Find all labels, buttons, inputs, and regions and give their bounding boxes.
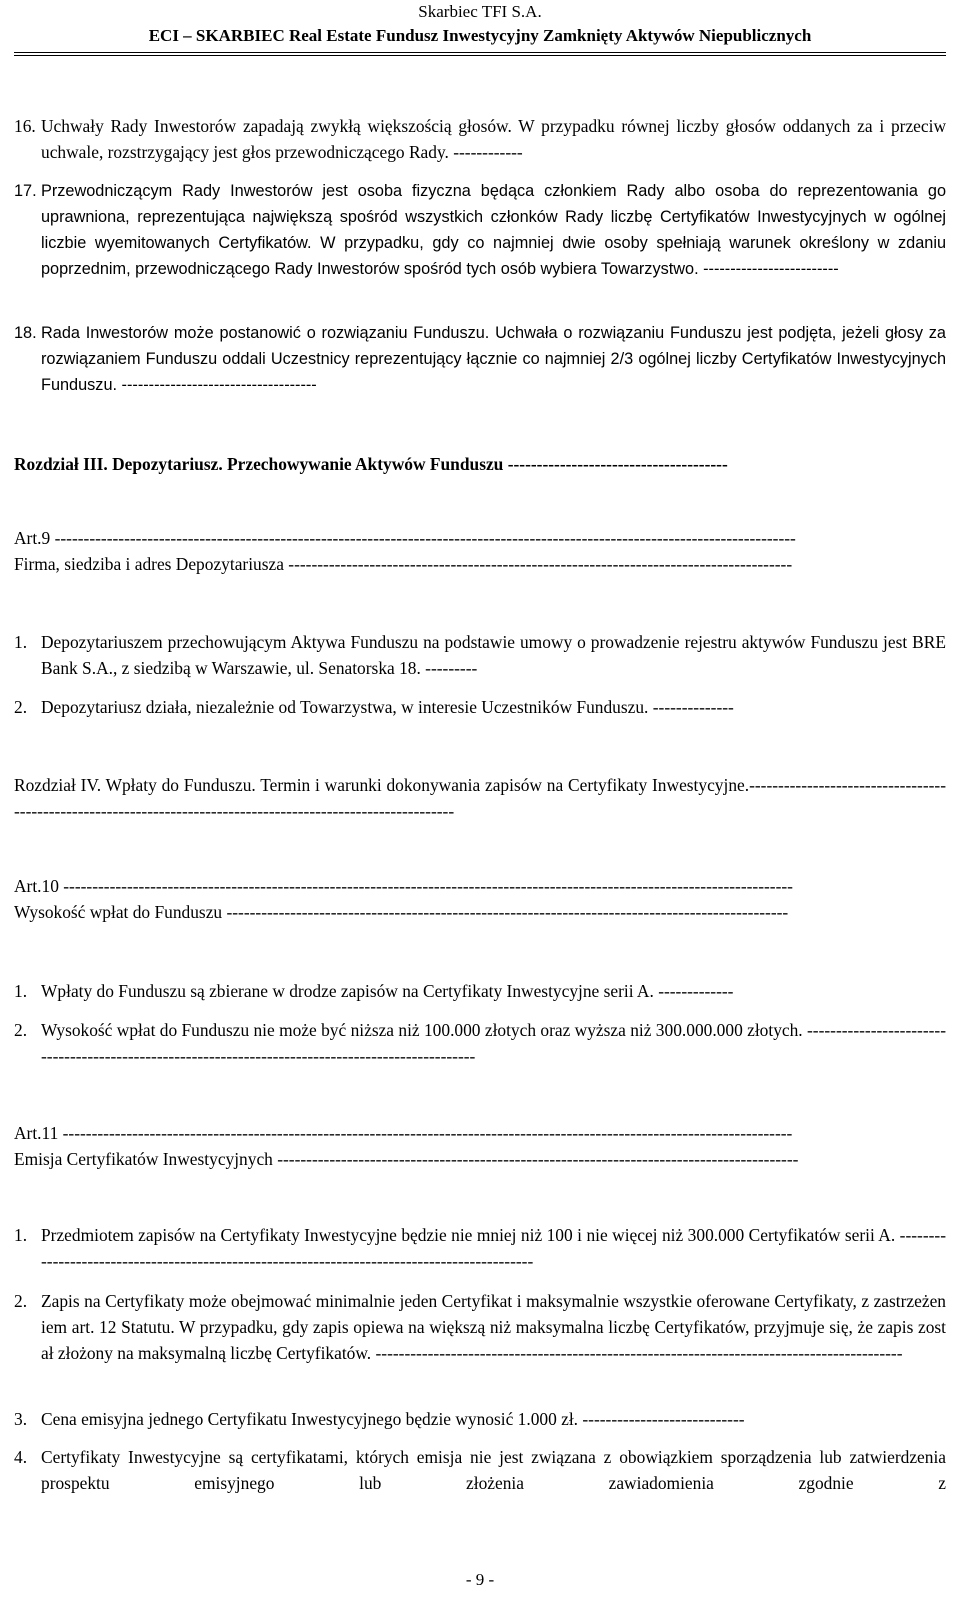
item-number: 2. <box>14 697 28 717</box>
art-10-item-2 <box>14 1017 946 1069</box>
art-10-item-1 <box>14 978 946 1004</box>
item-text: Przedmiotem zapisów na Certyfikaty Inwestycyjne będzie nie mniej niż 100 i nie więcej niż 300.000 Certyfikatów serii A. --------------------------------------------------------------------------------------------- <box>41 1225 946 1271</box>
art-11-title: Emisja Certyfikatów Inwestycyjnych ------------------------------------------------------------------------------------------ <box>14 1149 799 1169</box>
item-text: Przewodniczącym Rady Inwestorów jest osoba fizyczna będąca członkiem Rady albo osoba do reprezentowania go uprawniona, reprezentująca największą spośród wszystkich członków Rady liczbę Certyfikatów Inwestycyjnych w ogólnej liczbie wyemitowanych Certyfikatów. W przypadku, gdy co najmniej dwie osoby spełniają warunek określony w zdaniu poprzednim, przewodniczącego Rady Inwestorów spośród tych osób wybiera Towarzystwo. ------------------------- <box>41 182 946 278</box>
item-text: Wpłaty do Funduszu są zbierane w drodze zapisów na Certyfikaty Inwestycyjne serii A. ------------- <box>41 981 734 1001</box>
chapter-4-title <box>14 772 946 824</box>
item-number: 17. <box>14 182 37 200</box>
item-number: 18. <box>14 324 37 342</box>
header-rule-second <box>14 55 946 56</box>
item-number: 1. <box>14 632 28 652</box>
item-text: Certyfikaty Inwestycyjne są certyfikatami, których emisja nie jest związana z obowiązkiem sporządzenia lub zatwierdzenia prospektu emisyjnego lub złożenia zawiadomienia zgodnie z <box>41 1447 946 1493</box>
page-number: - 9 - <box>465 1570 495 1589</box>
art-11-item-1 <box>14 1222 946 1274</box>
chapter-4-title-text: Rozdział IV. Wpłaty do Funduszu. Termin i warunki dokonywania zapisów na Certyfikaty Inwestycyjne.-------------------------------------------------------------------------------------------------------------- <box>14 775 946 821</box>
art-11-label: Art.11 ------------------------------------------------------------------------------------------------------------------------------ <box>14 1123 793 1143</box>
art-9-item-2 <box>14 694 946 720</box>
header-fund-name: ECI – SKARBIEC Real Estate Fundusz Inwestycyjny Zamknięty Aktywów Niepublicznych <box>148 26 812 45</box>
art-10-title: Wysokość wpłat do Funduszu ------------------------------------------------------------------------------------------------- <box>14 902 789 922</box>
item-text: Zapis na Certyfikaty może obejmować minimalnie jeden Certyfikat i maksymalnie wszystkie oferowane Certyfikaty, z zastrzeżeniem art. 12 Statutu. W przypadku, gdy zapis opiewa na większą niż maksymalna liczbę Certyfikatów, przyjmuje się, że zapis został złożony na maksymalną liczbę Certyfikatów. ------------------------------------------------------------------------------------------- <box>41 1291 946 1363</box>
chapter-3-title: Rozdział III. Depozytariusz. Przechowywanie Aktywów Funduszu -------------------------------------- <box>14 454 728 474</box>
item-number: 4. <box>14 1447 28 1467</box>
art-10-label: Art.10 ------------------------------------------------------------------------------------------------------------------------------ <box>14 876 793 896</box>
item-number: 3. <box>14 1409 28 1429</box>
item-text: Uchwały Rady Inwestorów zapadają zwykłą większością głosów. W przypadku równej liczby głosów oddanych za i przeciw uchwale, rozstrzygający jest głos przewodniczącego Rady. ------------ <box>41 116 946 162</box>
item-number: 1. <box>14 981 28 1001</box>
item-number: 16. <box>14 116 36 136</box>
art-11-item-2 <box>14 1288 946 1366</box>
art-9-label: Art.9 -------------------------------------------------------------------------------------------------------------------------------- <box>14 528 796 548</box>
item-text: Cena emisyjna jednego Certyfikatu Inwestycyjnego będzie wynosić 1.000 zł. ---------------------------- <box>41 1409 745 1429</box>
item-18 <box>14 320 946 398</box>
art-11-item-4 <box>14 1444 946 1496</box>
item-number: 1. <box>14 1225 28 1245</box>
item-number: 2. <box>14 1020 28 1040</box>
art-9-title: Firma, siedziba i adres Depozytariusza --------------------------------------------------------------------------------------- <box>14 554 793 574</box>
item-text: Wysokość wpłat do Funduszu nie może być niższa niż 100.000 złotych oraz wyższa niż 300.000.000 złotych. --------------------------------------------------------------------------------------------------- <box>41 1020 946 1066</box>
header-rule <box>14 52 946 53</box>
item-text: Depozytariuszem przechowującym Aktywa Funduszu na podstawie umowy o prowadzenie rejestru aktywów Funduszu jest BRE Bank S.A., z siedzibą w Warszawie, ul. Senatorska 18. --------- <box>41 632 946 678</box>
art-11-item-3 <box>14 1406 946 1432</box>
item-text: Depozytariusz działa, niezależnie od Towarzystwa, w interesie Uczestników Funduszu. -------------- <box>41 697 734 717</box>
header-company: Skarbiec TFI S.A. <box>418 2 542 21</box>
item-text: Rada Inwestorów może postanowić o rozwiązaniu Funduszu. Uchwała o rozwiązaniu Funduszu jest podjęta, jeżeli głosy za rozwiązaniem Funduszu oddali Uczestnicy reprezentujący łącznie co najmniej 2/3 ogólnej liczby Certyfikatów Inwestycyjnych Funduszu. ------------------------------------ <box>41 324 946 394</box>
item-16 <box>14 113 946 165</box>
item-number: 2. <box>14 1291 28 1311</box>
item-17 <box>14 178 946 282</box>
art-9-item-1 <box>14 629 946 681</box>
